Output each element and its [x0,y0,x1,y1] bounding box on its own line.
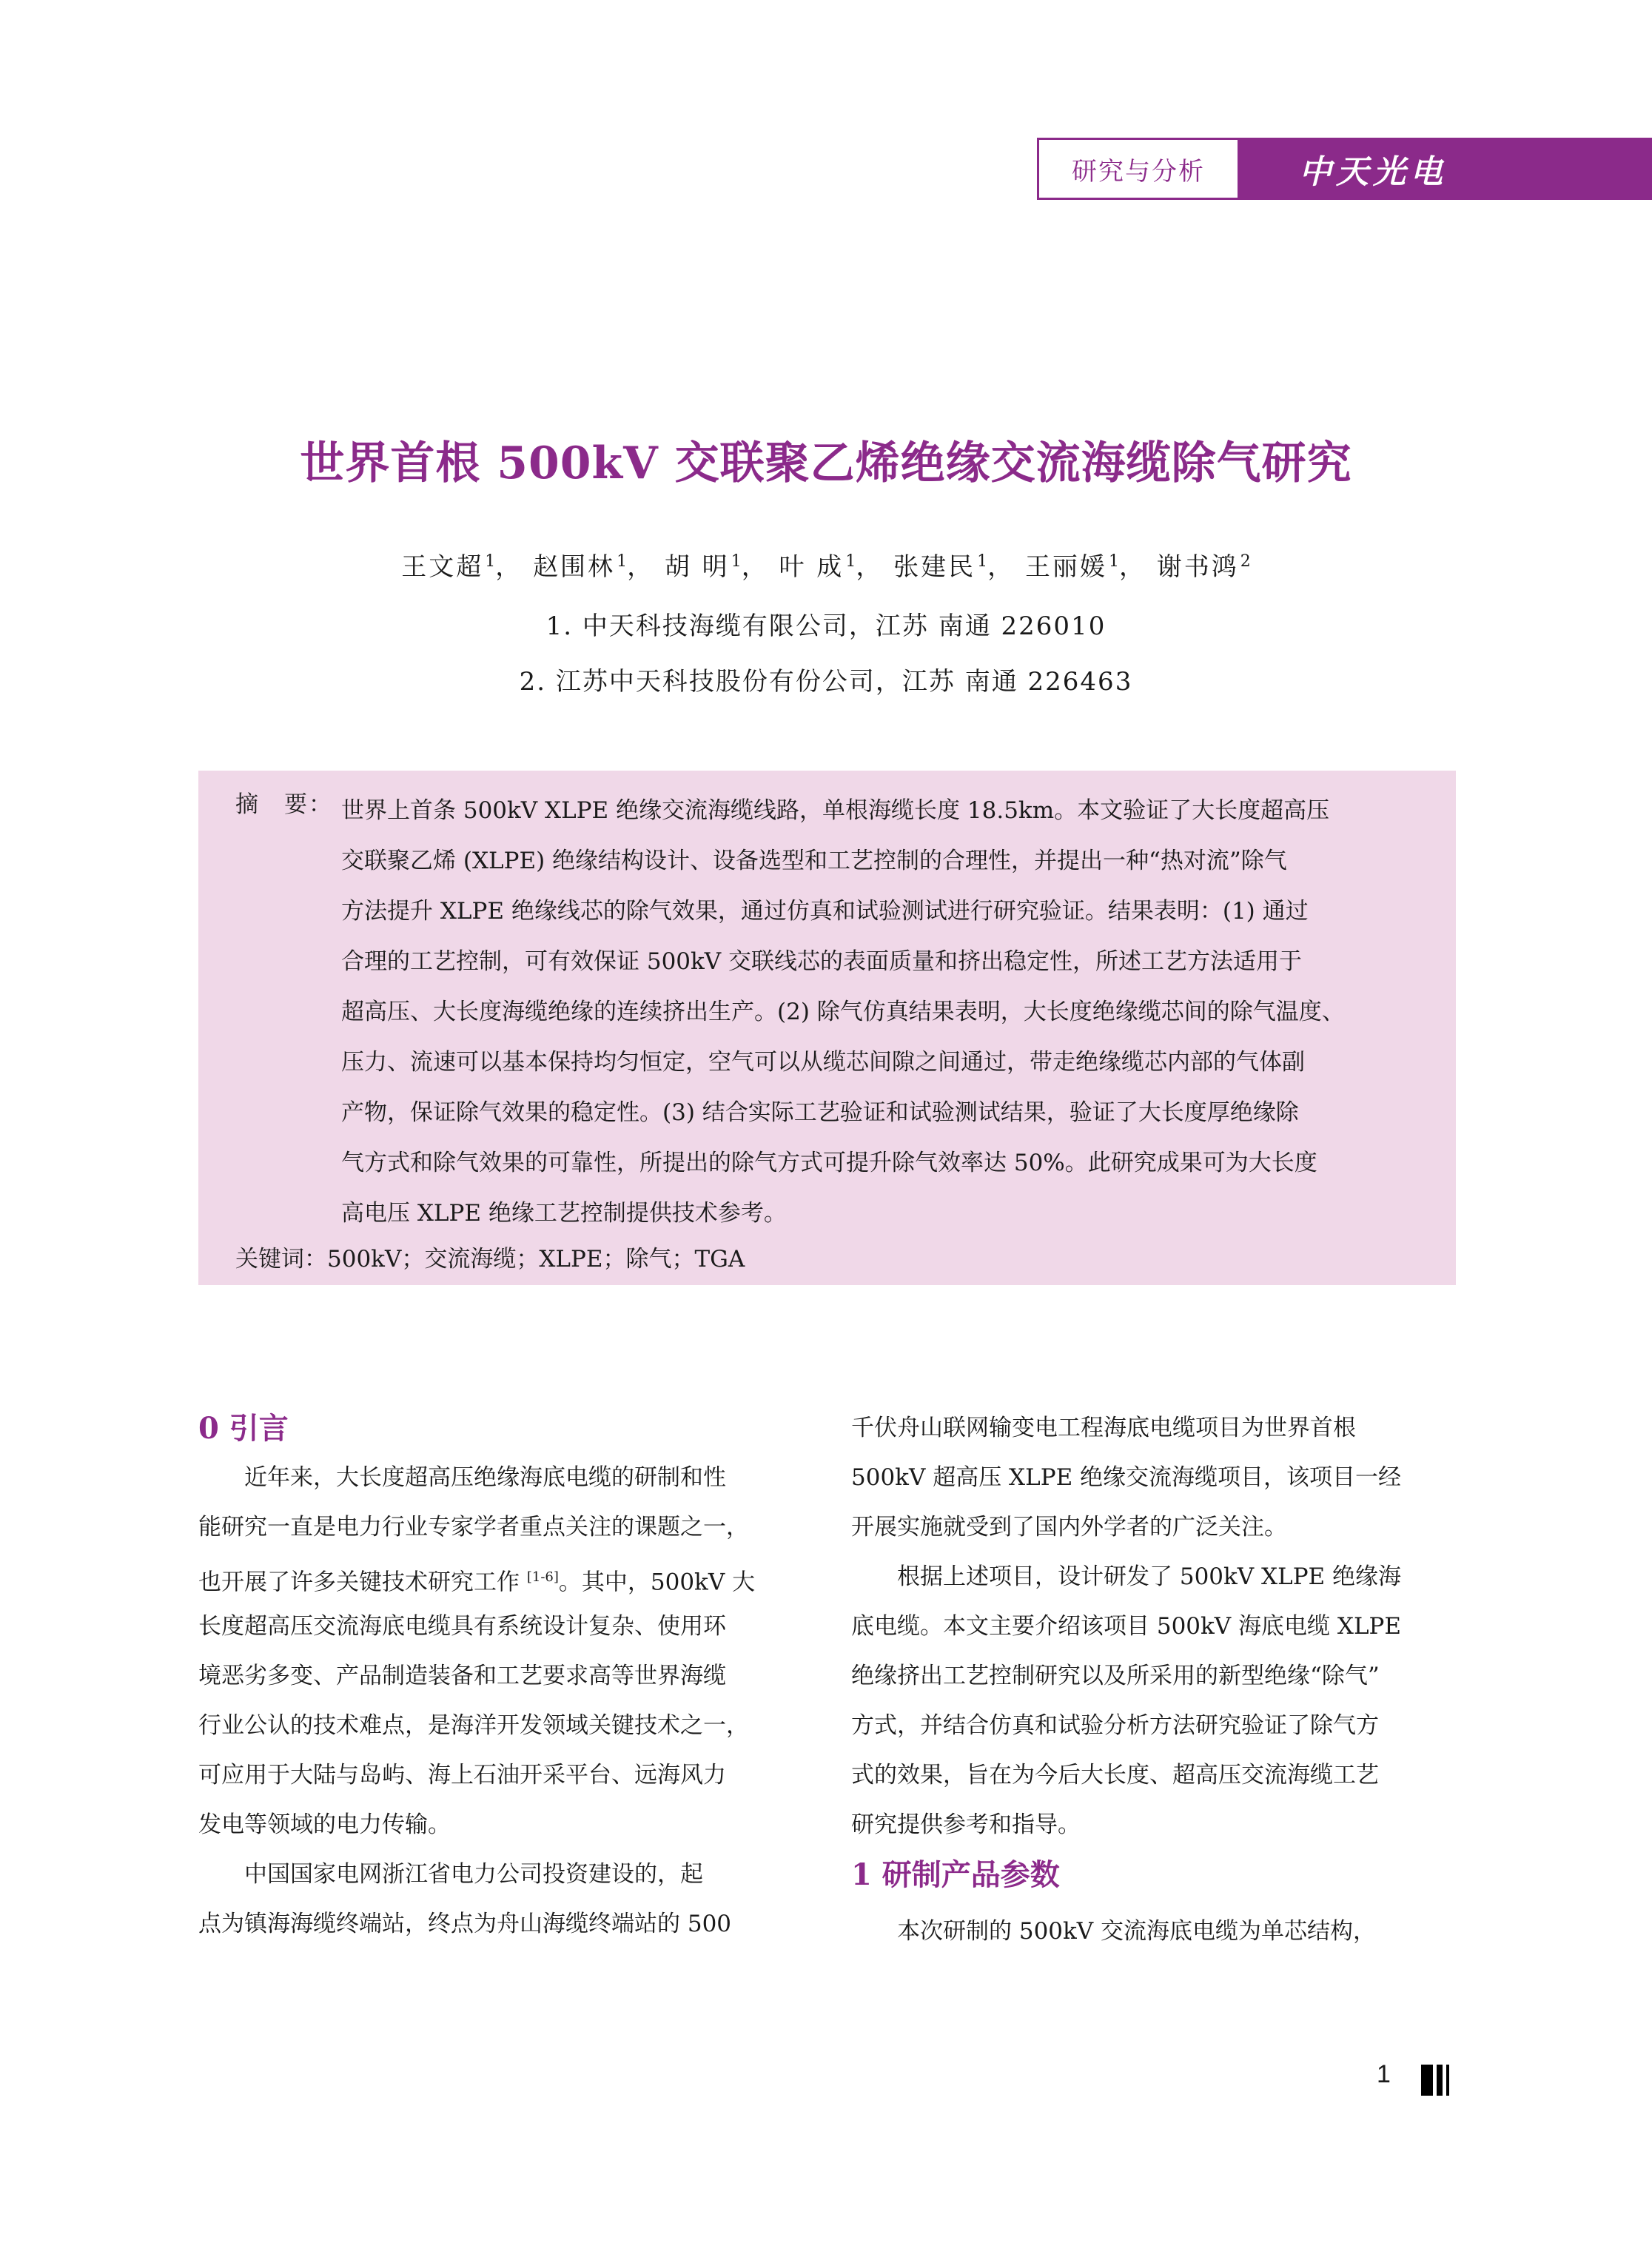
abstract-line: 压力、流速可以基本保持均匀恒定，空气可以从缆芯间隙之间通过，带走绝缘缆芯内部的气体副 [341,1049,1305,1076]
body-line: 本次研制的 500kV 交流海底电缆为单芯结构， [897,1918,1377,1945]
citation[interactable]: [1-6] [526,1569,559,1585]
affiliation-1: 1. 中天科技海缆有限公司，江苏 南通 226010 [545,611,1107,641]
body-line: 行业公认的技术难点，是海洋开发领域关键技术之一， [198,1712,749,1739]
body-line: 境恶劣多变、产品制造装备和工艺要求高等世界海缆 [198,1663,726,1689]
author: 赵围林$^1$ [533,551,628,582]
body-line: 绝缘挤出工艺控制研究以及所采用的新型绝缘“除气” [851,1663,1380,1689]
body-line: 长度超高压交流海底电缆具有系统设计复杂、使用环 [198,1613,726,1640]
abstract-line: 超高压、大长度海缆绝缘的连续挤出生产。(2) 除气仿真结果表明，大长度绝缘缆芯间的除气温度、 [341,999,1345,1025]
author: 王文超$^1$ [401,551,496,582]
body-line: 底电缆。本文主要介绍该项目 500kV 海底电缆 XLPE [851,1613,1402,1640]
author: 张建民$^1$ [893,551,988,582]
body-line: 开展实施就受到了国内外学者的广泛关注。 [851,1514,1287,1540]
author-list: 王文超$^1$， 赵围林$^1$， 胡 明$^1$， 叶 成$^1$， 张建民$^1$， 王丽媛$^1$， 谢书鸿$^2$ [401,551,1251,582]
body-column-left [198,1404,798,1949]
section-label: 研究与分析 [1037,138,1240,200]
brand-banner [1240,138,1652,200]
body-line: 500kV 超高压 XLPE 绝缘交流海缆项目，该项目一经 [851,1464,1402,1491]
body-line: 点为镇海海缆终端站，终点为舟山海缆终端站的 500 [198,1911,732,1937]
body-line: 方式，并结合仿真和试验分析方法研究验证了除气方 [851,1712,1379,1739]
abstract-line: 气方式和除气效果的可靠性，所提出的除气方式可提升除气效率达 50%。此研究成果可为大长度 [341,1150,1317,1176]
section-heading-product-parameters: 1 研制产品参数 [851,1857,1060,1892]
abstract-line: 交联聚乙烯 (XLPE) 绝缘结构设计、设备选型和工艺控制的合理性，并提出一种“热对流”除气 [341,848,1287,874]
paper-title: 世界首根 500kV 交联聚乙烯绝缘交流海缆除气研究 [300,437,1352,489]
brand-logo-text: 中天光电 [1299,153,1447,191]
abstract-line: 合理的工艺控制，可有效保证 500kV 交联线芯的表面质量和挤出稳定性，所述工艺方法适用于 [341,948,1303,975]
body-line: 式的效果，旨在为今后大长度、超高压交流海缆工艺 [851,1762,1379,1788]
body-line: 发电等领域的电力传输。 [198,1811,451,1838]
abstract-line: 产物，保证除气效果的稳定性。(3) 结合实际工艺验证和试验测试结果，验证了大长度厚绝缘除 [341,1099,1299,1126]
body-line: 也开展了许多关键技术研究工作 [1-6]。其中，500kV 大 [198,1569,756,1596]
abstract-box [198,771,1456,1285]
page-number: 1 [1377,2060,1391,2088]
abstract-line: 高电压 XLPE 绝缘工艺控制提供技术参考。 [341,1200,787,1227]
body-line: 根据上述项目，设计研发了 500kV XLPE 绝缘海 [897,1563,1402,1590]
body-line: 能研究一直是电力行业专家学者重点关注的课题之一， [198,1514,749,1540]
author: 胡 明$^1$ [664,551,742,582]
affiliation-2: 2. 江苏中天科技股份有份公司，江苏 南通 226463 [519,667,1133,697]
body-line: 近年来，大长度超高压绝缘海底电缆的研制和性 [244,1464,726,1491]
abstract-line: 方法提升 XLPE 绝缘线芯的除气效果，通过仿真和试验测试进行研究验证。结果表明：(1) 通过 [341,898,1309,925]
body-column-right [851,1404,1451,1957]
section-heading-introduction: 0 引言 [198,1411,289,1446]
author: 叶 成$^1$ [779,551,856,582]
keywords-label: 关键词： [235,1246,327,1273]
author: 谢书鸿$^2$ [1156,551,1251,582]
abstract-label: 摘 要： [235,791,333,818]
body-line: 可应用于大陆与岛屿、海上石油开采平台、远海风力 [198,1762,726,1788]
keywords-values: 500kV；交流海缆；XLPE；除气；TGA [327,1246,745,1273]
body-line: 中国国家电网浙江省电力公司投资建设的，起 [244,1861,703,1888]
abstract-text [341,785,1426,1238]
body-line: 千伏舟山联网输变电工程海底电缆项目为世界首根 [851,1415,1356,1441]
abstract-line: 世界上首条 500kV XLPE 绝缘交流海缆线路，单根海缆长度 18.5km。本文验证了大长度超高压 [341,797,1330,824]
page-marker-bars-icon [1421,2065,1454,2096]
body-line: 研究提供参考和指导。 [851,1811,1081,1838]
keywords [235,1240,745,1273]
author: 王丽媛$^1$ [1024,551,1119,582]
